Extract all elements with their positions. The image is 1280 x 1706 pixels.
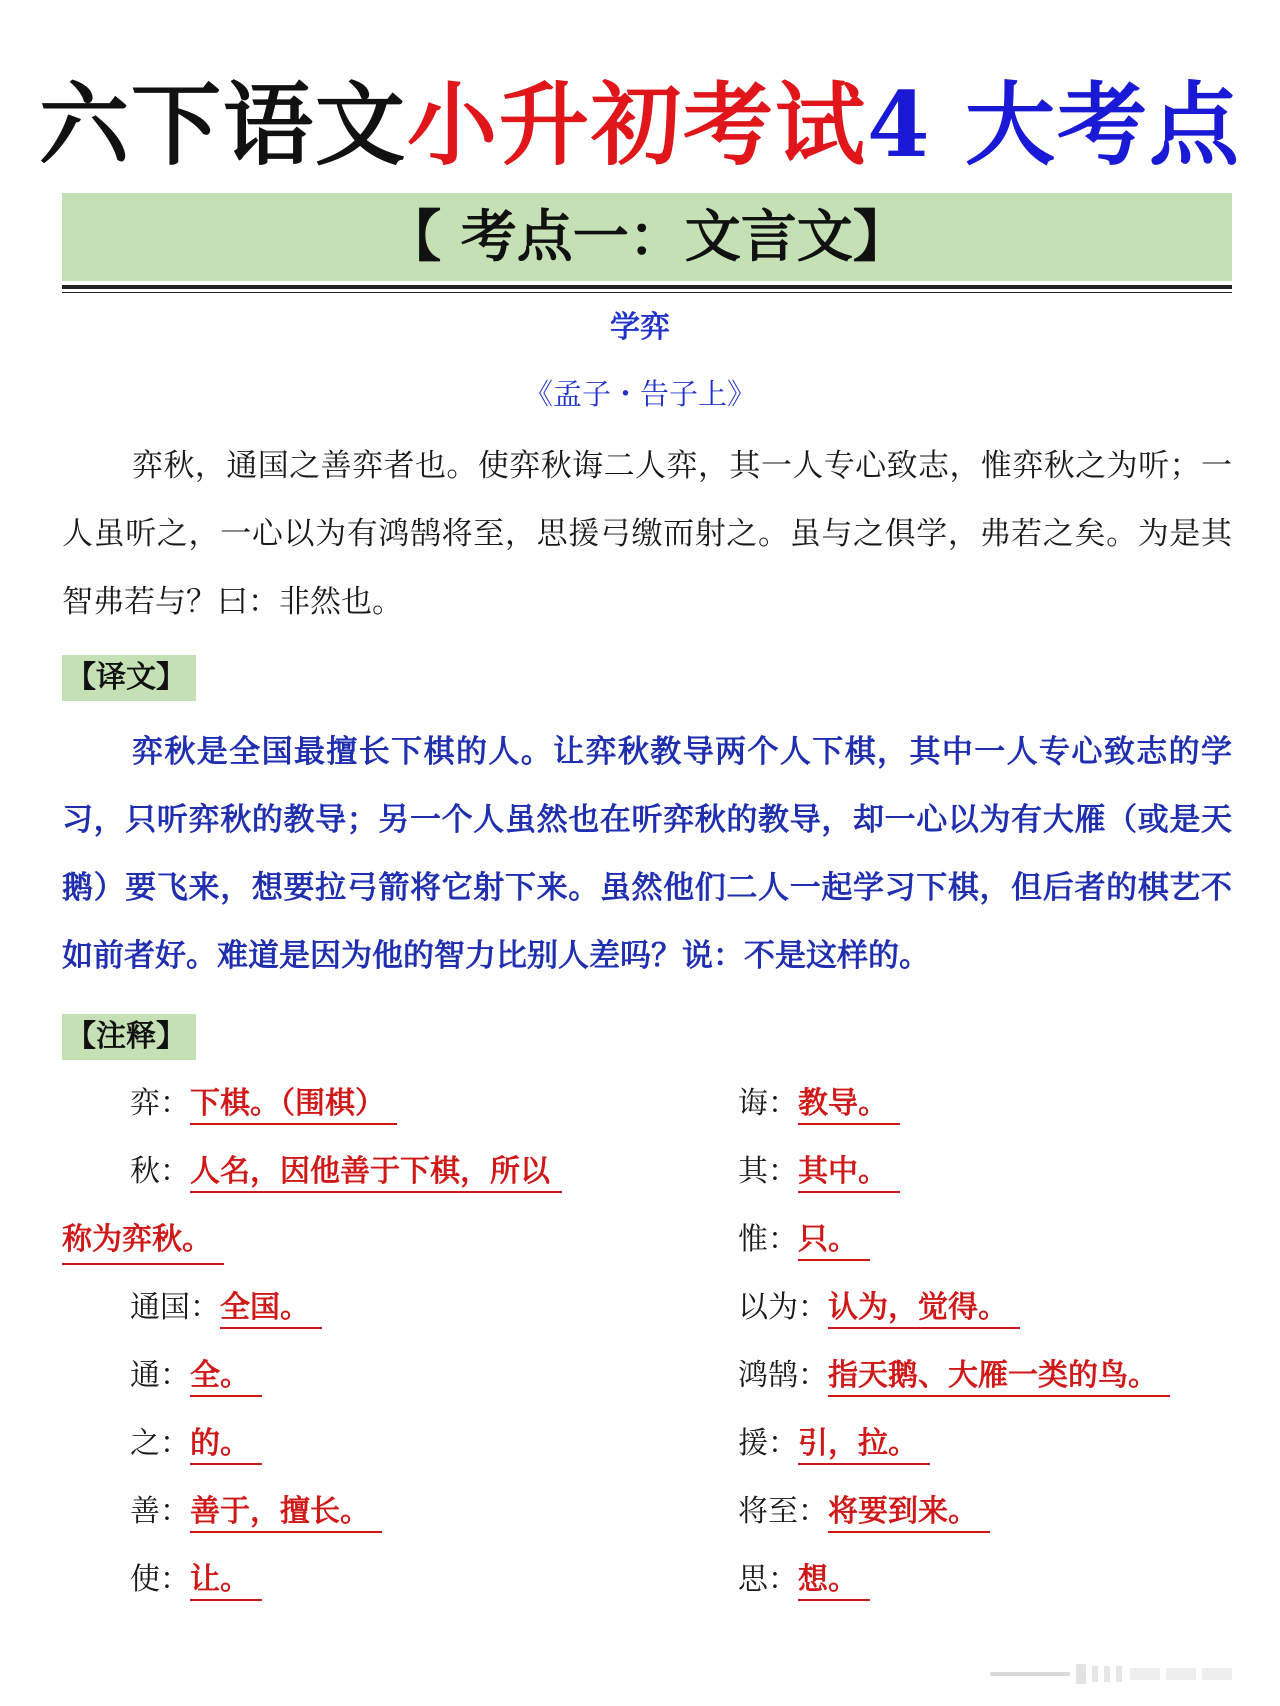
note-definition: 只。 (798, 1222, 870, 1261)
note-term: 秋： (130, 1154, 190, 1189)
notes-label: 【注释】 (62, 1014, 196, 1060)
text-source: 《孟子・告子上》 (523, 377, 756, 411)
main-title (0, 70, 1280, 180)
classical-text: 弈秋，通国之善弈者也。使弈秋诲二人弈，其一人专心致志，惟弈秋之为听；一人虽听之，一心以为有鸿鹄将至，思援弓缴而射之。虽与之俱学，弗若之矣。为是其智弗若与？曰：非然也。 (62, 448, 1232, 620)
note-item (130, 1423, 262, 1465)
section-title: 【 考点一：文言文】 (385, 204, 909, 270)
note-definition: 善于，擅长。 (190, 1494, 382, 1533)
title-part-1: 六下语文 (39, 72, 408, 178)
note-term: 通国： (130, 1290, 220, 1325)
note-item (738, 1355, 1170, 1397)
note-term: 弈： (130, 1086, 190, 1121)
note-term: 通： (130, 1358, 190, 1393)
note-item (738, 1491, 990, 1533)
note-definition: 人名，因他善于下棋，所以 (190, 1154, 562, 1193)
translation-text: 弈秋是全国最擅长下棋的人。让弈秋教导两个人下棋，其中一人专心致志的学习，只听弈秋的教导；另一个人虽然也在听弈秋的教导，却一心以为有大雁（或是天鹅）要飞来，想要拉弓箭将它射下来。虽然他们二人一起学习下棋，但后者的棋艺不如前者好。难道是因为他的智力比别人差吗？说：不是这样的。 (62, 734, 1232, 974)
note-term: 思： (738, 1562, 798, 1597)
note-item (738, 1219, 870, 1261)
note-term: 惟： (738, 1222, 798, 1257)
note-definition: 全国。 (220, 1290, 322, 1329)
note-term: 诲： (738, 1086, 798, 1121)
note-term: 将至： (738, 1494, 828, 1529)
text-title: 学弈 (610, 310, 670, 345)
divider-thin (62, 292, 1232, 293)
note-item (738, 1083, 900, 1125)
note-item (738, 1151, 900, 1193)
title-part-3: 4 大考点 (867, 72, 1241, 178)
note-definition: 的。 (190, 1426, 262, 1465)
note-definition: 引，拉。 (798, 1426, 930, 1465)
watermark-graphic (990, 1662, 1240, 1686)
note-item (130, 1559, 262, 1601)
note-definition: 认为，觉得。 (828, 1290, 1020, 1329)
note-term: 援： (738, 1426, 798, 1461)
note-definition: 将要到来。 (828, 1494, 990, 1533)
note-term: 善： (130, 1494, 190, 1529)
title-part-2: 小升初考试 (407, 72, 868, 178)
translation-label: 【译文】 (62, 655, 196, 701)
note-definition: 想。 (798, 1562, 870, 1601)
note-term: 鸿鹄： (738, 1358, 828, 1393)
note-definition: 让。 (190, 1562, 262, 1601)
note-definition: 全。 (190, 1358, 262, 1397)
note-term: 之： (130, 1426, 190, 1461)
note-definition-continued: 称为弈秋。 (62, 1219, 224, 1265)
note-item (130, 1083, 397, 1125)
note-item (130, 1355, 262, 1397)
note-item (738, 1559, 870, 1601)
note-definition: 指天鹅、大雁一类的鸟。 (828, 1358, 1170, 1397)
note-item (130, 1287, 322, 1329)
note-definition: 下棋。（围棋） (190, 1086, 397, 1125)
note-item (738, 1423, 930, 1465)
note-item (130, 1151, 562, 1193)
section-banner (62, 193, 1232, 281)
note-item (130, 1491, 382, 1533)
note-definition: 其中。 (798, 1154, 900, 1193)
note-term: 其： (738, 1154, 798, 1189)
divider-thick (62, 285, 1232, 289)
note-term: 使： (130, 1562, 190, 1597)
note-item (738, 1287, 1020, 1329)
note-term: 以为： (738, 1290, 828, 1325)
note-definition: 教导。 (798, 1086, 900, 1125)
